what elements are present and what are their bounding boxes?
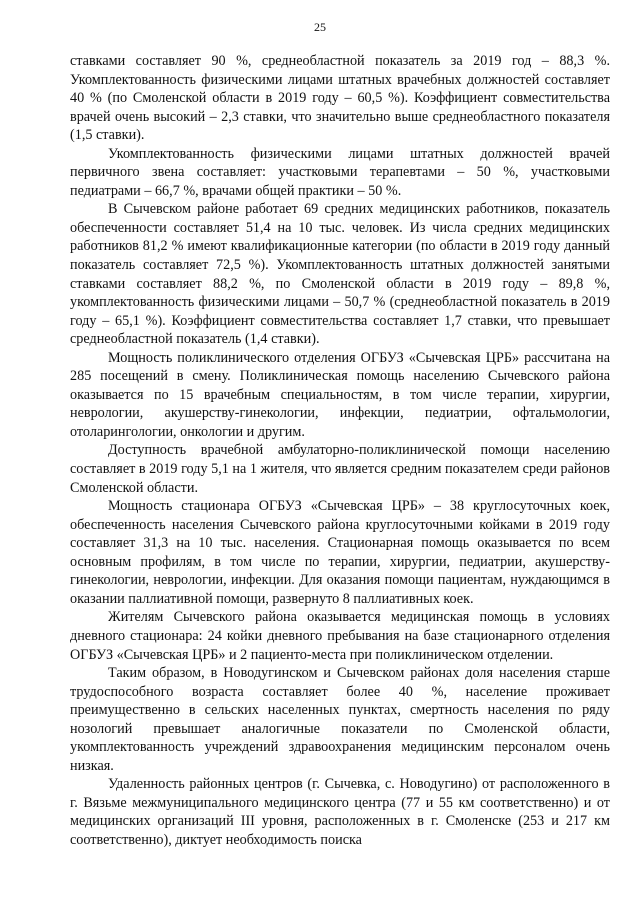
paragraph-5: Доступность врачебной амбулаторно-поликлинической помощи населению составляет в 2019 году 5,1 на 1 жителя, что является средним показателем среди районов Смоленской области. <box>70 442 610 496</box>
document-body <box>70 52 610 850</box>
paragraph-6: Мощность стационара ОГБУЗ «Сычевская ЦРБ» – 38 круглосуточных коек, обеспеченность населения Сычевского района круглосуточными койками в 2019 году составляет 31,3 на 10 тыс. населения. Стационарная помощь оказывается по всем основным профилям, в том числе по терапии, хирургии, педиатрии, акушерству-гинекологии, неврологии, инфекции. Для оказания помощи пациентам, нуждающимся в оказании паллиативной помощи, развернуто 8 паллиативных коек. <box>70 498 610 607</box>
paragraph-8: Таким образом, в Новодугинском и Сычевском районах доля населения старше трудоспособного возраста составляет более 40 %, население проживает преимущественно в сельских населенных пунктах, смертность населения по ряду нозологий превышает аналогичные показатели по Смоленской области, укомплектованность учреждений здравоохранения медицинским персоналом очень низкая. <box>70 665 610 774</box>
paragraph-3: В Сычевском районе работает 69 средних медицинских работников, показатель обеспеченности составляет 51,4 на 10 тыс. человек. Из числа средних медицинских работников 81,2 % имеют квалификационные категории (по области в 2019 году данный показатель составляет 72,5 %). Укомплектованность штатных должностей занятыми ставками составляет 88,2 %, по Смоленской области в 2019 году – 89,8 %, укомплектованность физическими лицами – 50,7 % (среднеобластной показатель в 2019 году – 65,1 %). Коэффициент совместительства составляет 1,7 ставки, что превышает среднеобластной показатель (1,4 ставки). <box>70 201 610 348</box>
page-number: 25 <box>314 20 326 34</box>
paragraph-9: Удаленность районных центров (г. Сычевка, с. Новодугино) от расположенного в г. Вязьме межмуниципального медицинского центра (77 и 55 км соответственно) и от медицинских организаций III уровня, расположенных в г. Смоленске (253 и 217 км соответственно), диктует необходимость поиска <box>70 776 610 848</box>
paragraph-1: ставками составляет 90 %, среднеобластной показатель за 2019 год – 88,3 %. Укомплектованность физическими лицами штатных врачебных должностей составляет 40 % (по Смоленской области в 2019 году – 60,5 %). Коэффициент совместительства врачей очень высокий – 2,3 ставки, что значительно выше среднеобластного показателя (1,5 ставки). <box>70 53 610 144</box>
paragraph-7: Жителям Сычевского района оказывается медицинская помощь в условиях дневного стационара: 24 койки дневного пребывания на базе стационарного отделения ОГБУЗ «Сычевская ЦРБ» и 2 пациенто-места при поликлиническом отделении. <box>70 609 610 663</box>
paragraph-4: Мощность поликлинического отделения ОГБУЗ «Сычевская ЦРБ» рассчитана на 285 посещений в смену. Поликлиническая помощь населению Сычевского района оказывается по 15 врачебным специальностям, в том числе терапии, хирургии, неврологии, акушерству-гинекологии, инфекции, педиатрии, офтальмологии, отоларингологии, онкологии и другим. <box>70 349 610 440</box>
paragraph-2: Укомплектованность физическими лицами штатных должностей врачей первичного звена составляет: участковыми терапевтами – 50 %, участковыми педиатрами – 66,7 %, врачами общей практики – 50 %. <box>70 145 610 199</box>
